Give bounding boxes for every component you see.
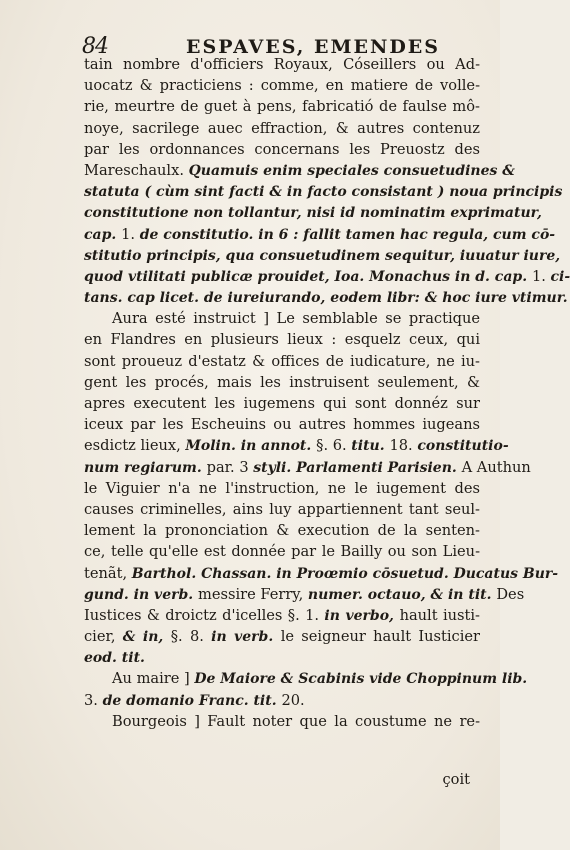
italic-citation: stitutio principis, qua consuetudinem sequitur, iuuatur iure, bbox=[84, 247, 561, 264]
running-head: ESPAVES, EMENDES bbox=[186, 36, 441, 58]
text-segment: apres executent les iugemens qui sont donnéz sur bbox=[84, 395, 480, 412]
text-line bbox=[84, 478, 480, 499]
text-segment: 18. bbox=[389, 437, 418, 455]
text-line bbox=[84, 457, 531, 478]
text-segment: le Viguier n'a ne l'instruction, ne le iugement des bbox=[84, 479, 480, 497]
catchword: çoit bbox=[442, 771, 470, 788]
text-line bbox=[84, 393, 480, 414]
text-segment: §. 6. bbox=[316, 437, 352, 455]
text-segment: §. 8. bbox=[170, 628, 212, 646]
italic-citation: Barthol. Chassan. in Proœmio cōsuetud. Ducatus Bur- bbox=[131, 565, 559, 582]
text-line bbox=[84, 605, 480, 626]
text-line bbox=[84, 668, 528, 689]
italic-citation: & in, bbox=[122, 629, 171, 646]
text-segment: tain nombre d'officiers Royaux, Cóseillers ou Ad- bbox=[84, 56, 480, 73]
text-line bbox=[84, 329, 480, 350]
italic-citation: num regiarum. bbox=[84, 459, 207, 476]
text-line bbox=[84, 245, 561, 266]
text-segment: tenãt, bbox=[84, 564, 132, 582]
text-line bbox=[84, 351, 480, 372]
text-line bbox=[84, 626, 480, 647]
text-segment: gent les procés, mais les instruisent seulement, & bbox=[84, 373, 480, 391]
text-segment: en Flandres en plusieurs lieux : esquelz ceux, qui bbox=[84, 331, 480, 349]
text-segment: uocatz & practiciens : comme, en matiere de volle- bbox=[84, 77, 480, 95]
text-line bbox=[84, 647, 480, 668]
italic-citation: De Maiore & Scabinis vide Choppinum lib. bbox=[194, 671, 528, 688]
text-line bbox=[84, 160, 515, 181]
body-text bbox=[84, 54, 570, 732]
text-segment: Iustices & droictz d'icelles §. 1. bbox=[84, 606, 325, 624]
text-segment: cier, bbox=[84, 628, 123, 646]
text-segment: rie, meurtre de guet à pens, fabricatió de faulse mô- bbox=[84, 98, 480, 116]
text-segment: causes criminelles, ains luy appartiennent tant seul- bbox=[84, 500, 480, 518]
text-segment: Au maire ] bbox=[112, 670, 195, 688]
italic-citation: ci- bbox=[550, 268, 570, 285]
text-segment: 1. bbox=[531, 267, 551, 285]
text-line bbox=[84, 435, 509, 456]
italic-citation: Quamuis enim speciales consuetudines & bbox=[188, 162, 515, 179]
text-line bbox=[84, 711, 480, 732]
text-line bbox=[84, 139, 480, 160]
text-line bbox=[84, 75, 480, 96]
text-segment: esdictz lieux, bbox=[84, 437, 186, 455]
text-line bbox=[84, 266, 570, 287]
text-line bbox=[84, 54, 480, 75]
text-line bbox=[84, 520, 480, 541]
italic-citation: styli. Parlamenti Parisien. bbox=[253, 459, 462, 476]
italic-citation: in verb. bbox=[211, 629, 281, 646]
text-segment: 20. bbox=[281, 691, 305, 709]
text-segment: par. 3 bbox=[206, 458, 254, 476]
italic-citation: constitutio- bbox=[417, 438, 509, 455]
text-segment: sont proueuz d'estatz & offices de iudicature, ne iu- bbox=[84, 352, 480, 370]
italic-citation: titu. bbox=[351, 438, 390, 455]
italic-citation: de domanio Franc. tit. bbox=[102, 692, 282, 709]
text-line bbox=[84, 563, 559, 584]
italic-citation: tans. cap licet. de iureiurando, eodem libr: & hoc iure vtimur. bbox=[84, 290, 568, 307]
italic-citation: Molin. in annot. bbox=[185, 438, 317, 455]
text-line bbox=[84, 541, 480, 562]
italic-citation: in verbo, bbox=[324, 607, 400, 624]
text-segment: Des bbox=[496, 585, 525, 603]
text-line bbox=[84, 118, 480, 139]
text-segment: Aura esté instruict ] Le semblable se practique bbox=[112, 310, 480, 328]
text-segment: le seigneur hault Iusticier bbox=[280, 628, 481, 646]
text-line bbox=[84, 181, 563, 202]
italic-citation: gund. in verb. bbox=[84, 586, 199, 603]
text-segment: lement la prononciation & execution de la senten- bbox=[84, 522, 480, 540]
italic-citation: constitutione non tollantur, nisi id nominatim exprimatur, bbox=[84, 205, 542, 222]
text-segment: hault iusti- bbox=[399, 606, 480, 624]
text-line bbox=[84, 202, 542, 223]
text-segment: noye, sacrilege auec effraction, & autres contenuz bbox=[84, 119, 480, 137]
italic-citation: statuta ( cùm sint facti & in facto consistant ) noua principis bbox=[84, 184, 563, 201]
text-line bbox=[84, 308, 480, 329]
text-line bbox=[84, 499, 480, 520]
italic-citation: quod vtilitati publicæ prouidet, Ioa. Monachus in d. cap. bbox=[84, 268, 532, 285]
page-number: 84 bbox=[82, 34, 108, 59]
text-line bbox=[84, 584, 525, 605]
text-line bbox=[84, 96, 480, 117]
italic-citation: de constitutio. in 6 : fallit tamen hac regula, cum cō- bbox=[139, 226, 556, 243]
text-line bbox=[84, 690, 480, 711]
text-line bbox=[84, 372, 480, 393]
text-line bbox=[84, 224, 556, 245]
text-segment: iceux par les Escheuins ou autres hommes iugeans bbox=[84, 416, 480, 434]
text-segment: Bourgeois ] Fault noter que la coustume ne re- bbox=[112, 712, 480, 730]
italic-citation: cap. bbox=[84, 226, 122, 243]
text-segment: messire Ferry, bbox=[198, 585, 308, 603]
text-segment: A Authun bbox=[461, 458, 531, 476]
text-segment: 3. bbox=[84, 691, 103, 709]
text-line bbox=[84, 414, 480, 435]
italic-citation: numer. octauo, & in tit. bbox=[307, 586, 497, 603]
text-line bbox=[84, 287, 568, 308]
text-segment: ce, telle qu'elle est donnée par le Bailly ou son Lieu- bbox=[84, 543, 480, 561]
text-segment: Mareschaulx. bbox=[84, 161, 189, 179]
text-segment: 1. bbox=[121, 225, 140, 243]
text-segment: par les ordonnances concernans les Preuostz des bbox=[84, 140, 480, 158]
italic-citation: eod. tit. bbox=[84, 650, 145, 667]
